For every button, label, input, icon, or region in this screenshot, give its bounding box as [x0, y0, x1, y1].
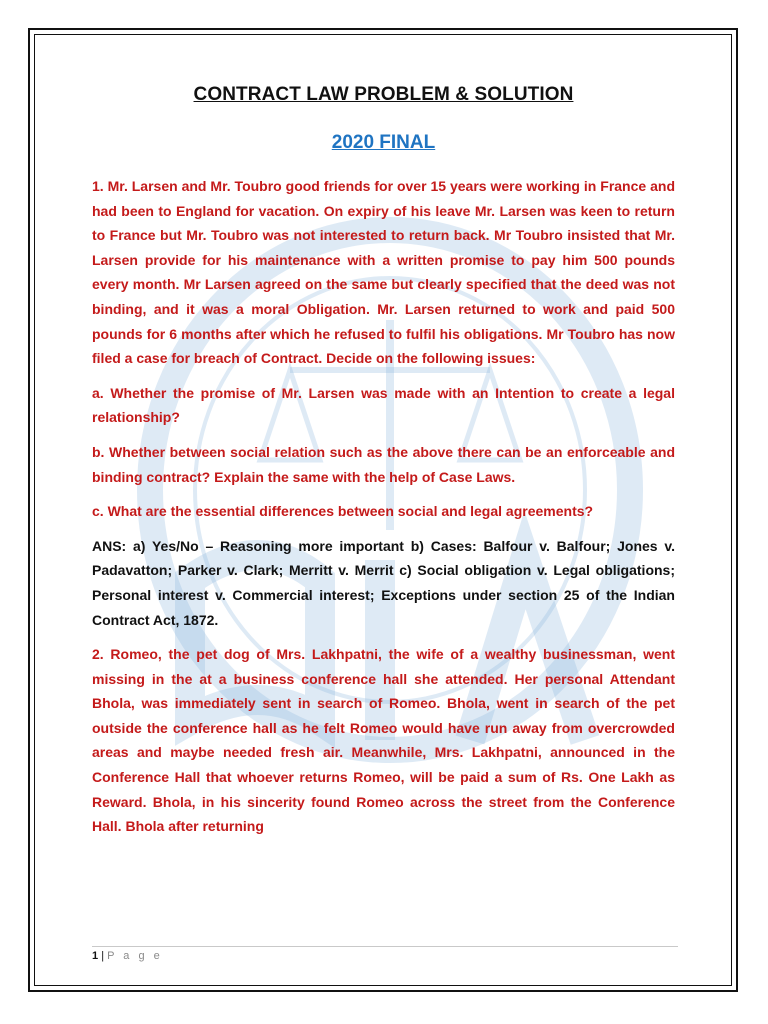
page-label: P a g e: [107, 950, 163, 962]
footer-separator: |: [101, 950, 105, 962]
footer-divider: [92, 946, 678, 947]
page-number: 1: [92, 950, 99, 962]
question-1c-text: c. What are the essential differences between social and legal agreements?: [92, 503, 594, 520]
question-1b-text: b. Whether between social relation such as the above there can be an enforceable and binding contract? Explain the same with the help of Case Laws.: [92, 443, 675, 485]
document-subtitle: 2020 FINAL: [331, 132, 436, 153]
page-footer: [92, 950, 163, 962]
document-title: CONTRACT LAW PROBLEM & SOLUTION: [193, 84, 574, 105]
question-2-text: 2. Romeo, the pet dog of Mrs. Lakhpatni, the wife of a wealthy businessman, went missing in the at a business conference hall she attended. Her personal Attendant Bhola, was immediately sent in search of Romeo. Bhola, went in search of the pet outside the conference hall as he felt Romeo would have run away from overcrowded areas and maybe needed fresh air. Meanwhile, Mrs. Lakhpatni, announced in the Conference Hall that whoever returns Romeo, will be paid a sum of Rs. One Lakh as Reward. Bhola, in his sincerity found Romeo across the street from the Conference Hall. Bhola after returning: [92, 646, 675, 835]
question-1-text: 1. Mr. Larsen and Mr. Toubro good friends for over 15 years were working in France and had been to England for vacation. On expiry of his leave Mr. Larsen was keen to return to France but Mr. Toubro was not interested to return back. Mr Toubro insisted that Mr. Larsen provide for his maintenance with a written promise to pay him 500 pounds every month. Mr Larsen agreed on the same but clearly specified that the deed was not binding, and it was a moral Obligation. Mr. Larsen returned to work and paid 500 pounds for 6 months after which he refused to fulfil his obligations. Mr Toubro has now filed a case for breach of Contract. Decide on the following issues:: [92, 178, 675, 367]
document-body: [92, 84, 675, 849]
answer-1-text: ANS: a) Yes/No – Reasoning more important b) Cases: Balfour v. Balfour; Jones v. Padavatton; Parker v. Clark; Merritt v. Merrit c) Social obligation v. Legal obligations; Personal interest v. Commercial interest; Exceptions under section 25 of the Indian Contract Act, 1872.: [92, 537, 675, 628]
question-1a-text: a. Whether the promise of Mr. Larsen was made with an Intention to create a legal relationship?: [92, 384, 675, 426]
